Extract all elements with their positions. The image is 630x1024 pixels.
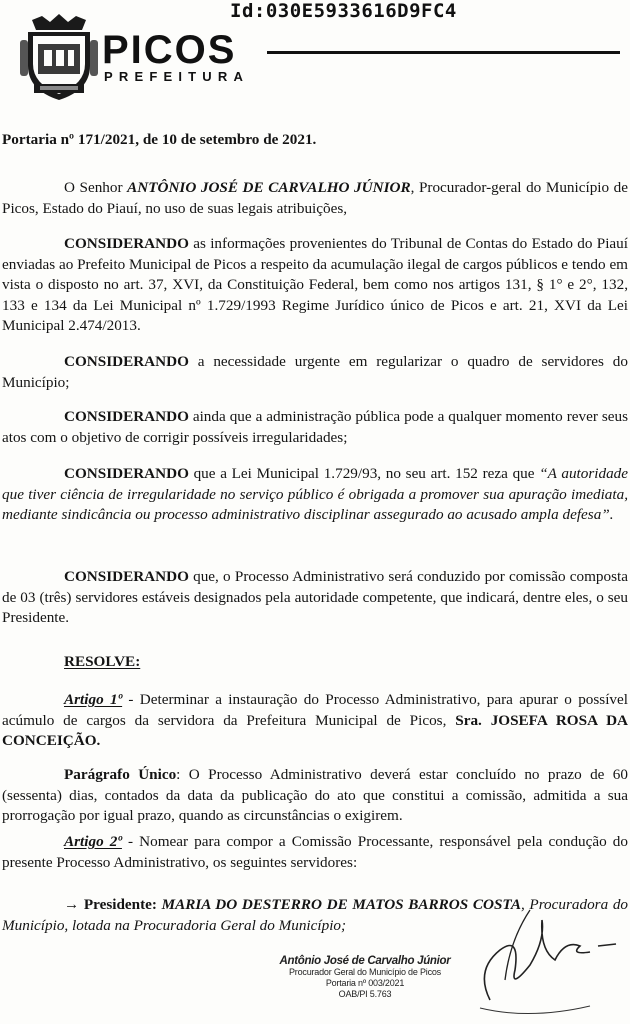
intro-paragraph: O Senhor ANTÔNIO JOSÉ DE CARVALHO JÚNIOR, Procurador-geral do Município de Picos, Estado do Piauí, no uso de suas legais atribuições,	[2, 179, 628, 217]
arrow-icon: →	[64, 896, 80, 913]
considerando-5: CONSIDERANDO que, o Processo Administrativo será conduzido por comissão composta de 03 (três) servidores estáveis designados pela autoridade competente, que indicará, dentre eles, o seu Presidente.	[2, 568, 628, 627]
coat-of-arms-logo	[20, 14, 98, 102]
presidente-name: MARIA DO DESTERRO DE MATOS BARROS COSTA	[161, 896, 521, 913]
servidora-name: Sra. JOSEFA ROSA DA CONCEIÇÃO.	[2, 711, 629, 750]
considerando-2: CONSIDERANDO a necessidade urgente em regularizar o quadro de servidores do Município;	[2, 353, 628, 391]
stamp-portaria: Portaria nº 003/2021	[325, 978, 405, 988]
document-title: Portaria nº 171/2021, de 10 de setembro de 2021.	[2, 131, 317, 148]
handwritten-signature	[470, 880, 625, 1020]
stamp-oab: OAB/PI 5.763	[338, 989, 392, 999]
considerando-4: CONSIDERANDO que a Lei Municipal 1.729/93, no seu art. 152 reza que “A autoridade que tiver ciência de irregularidade no serviço público é obrigada a promover sua apuração imediata, mediante sindicância ou processo administrativo disciplinar assegurado ao acusado ampla defesa”.	[2, 465, 629, 524]
law-quote: “A autoridade que tiver ciência de irregularidade no serviço público é obrigada a promover sua apuração imediata, mediante sindicância ou processo administrativo disciplinar assegurado ao acusado ampla defesa”.	[2, 465, 629, 524]
document-id: Id:030E5933616D9FC4	[230, 0, 457, 22]
author-name: ANTÔNIO JOSÉ DE CARVALHO JÚNIOR	[127, 179, 411, 196]
paragrafo-unico: Parágrafo Único: O Processo Administrativo deverá estar concluído no prazo de 60 (sessenta) dias, contados da data da publicação do ato que constitui a comissão, admitida a sua prorrogação por igual prazo, quando as circunstâncias o exigirem.	[2, 766, 628, 825]
artigo-2: Artigo 2º - Nomear para compor a Comissão Processante, responsável pela condução do presente Processo Administrativo, os seguintes servidores:	[2, 833, 628, 871]
header-rule	[267, 51, 620, 54]
stamp-role: Procurador Geral do Município de Picos	[289, 967, 441, 977]
considerando-1: CONSIDERANDO as informações provenientes do Tribunal de Contas do Estado do Piauí enviadas ao Prefeito Municipal de Picos a respeito da acumulação ilegal de cargos públicos e tendo em vista o disposto no art. 37, XVI, da Constituição Federal, bem como nos artigos 131, § 1° e 2°, 132, 133 e 134 da Lei Municipal nº 1.729/1993 Regime Jurídico único de Picos e art. 21, XVI da Lei Municipal 2.474/2013.	[2, 235, 628, 335]
signature-stamp	[250, 955, 480, 1000]
resolve-heading: RESOLVE:	[64, 653, 141, 670]
brand-name: PICOS	[102, 28, 237, 72]
stamp-name: Antônio José de Carvalho Júnior	[279, 955, 451, 967]
presidente-entry: → Presidente: MARIA DO DESTERRO DE MATOS BARROS COSTA, Procuradora do Município, lotada na Procuradoria Geral do Município;	[2, 896, 629, 934]
considerando-3: CONSIDERANDO ainda que a administração pública pode a qualquer momento rever seus atos com o objetivo de corrigir possíveis irregularidades;	[2, 408, 628, 446]
brand-subtitle: PREFEITURA	[104, 69, 250, 84]
artigo-1: Artigo 1º - Determinar a instauração do Processo Administrativo, para apurar o possível acúmulo de cargos da servidora da Prefeitura Municipal de Picos, Sra. JOSEFA ROSA DA CONCEIÇÃO.	[2, 691, 629, 750]
